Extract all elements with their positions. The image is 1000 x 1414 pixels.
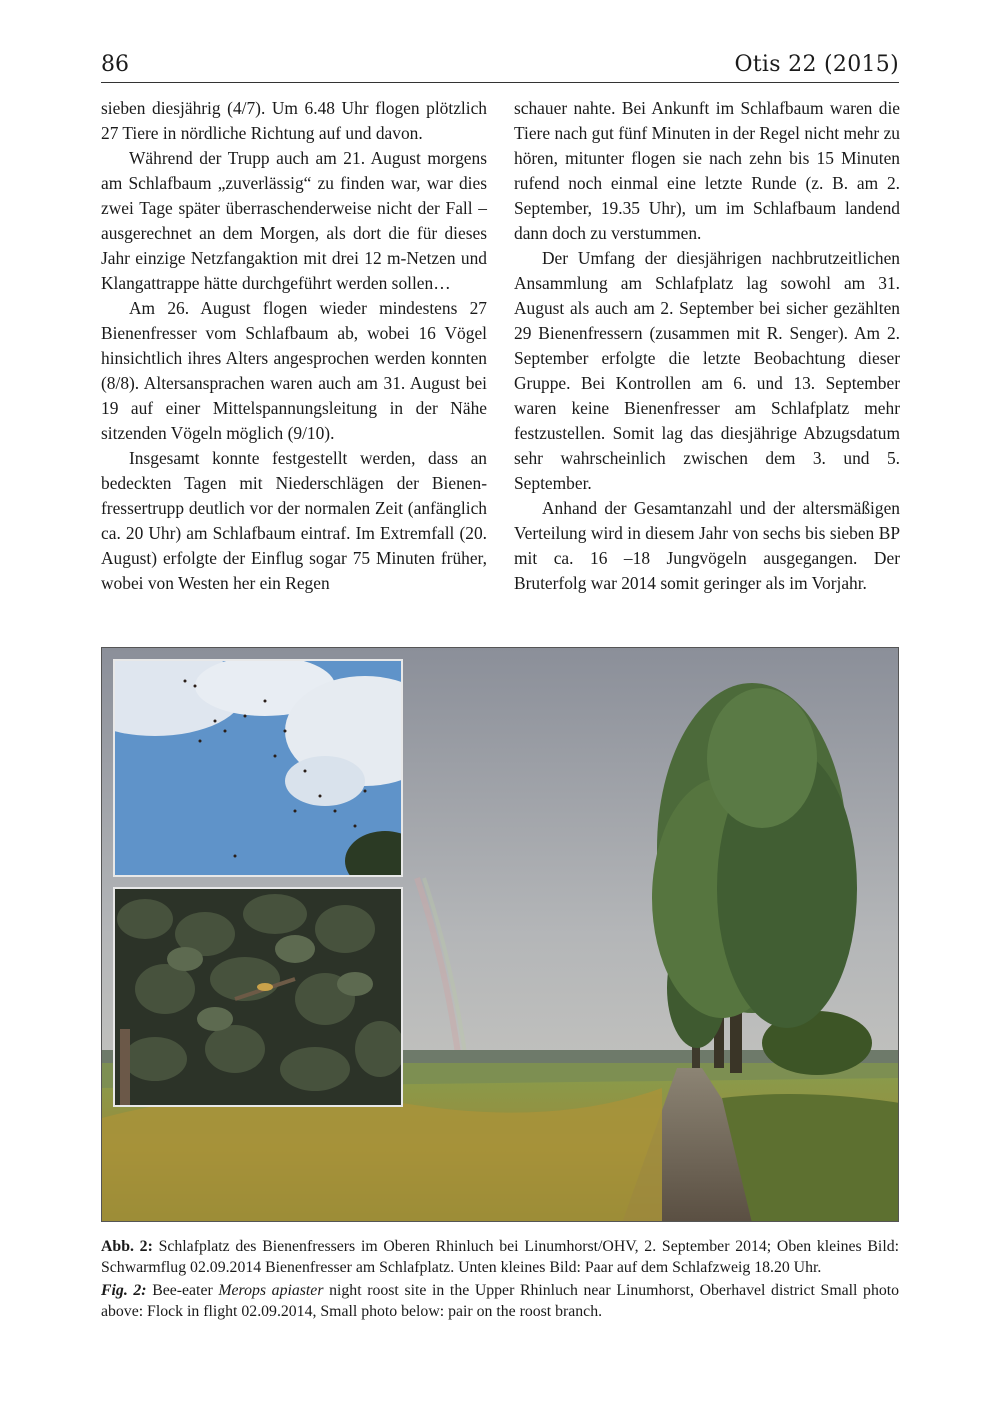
species-name: Merops apiaster xyxy=(218,1282,324,1299)
roost-site-photo xyxy=(101,647,899,1222)
flock-inset-photo xyxy=(113,659,403,877)
caption-english xyxy=(101,1280,899,1322)
caption-german xyxy=(101,1236,899,1278)
sky-with-bee-eaters xyxy=(115,661,401,875)
caption-label-de: Abb. 2: xyxy=(101,1238,153,1255)
paragraph: Während der Trupp auch am 21. August morgens am Schlafbaum „zuverlässig“ zu finden war, war dies zwei Tage später überraschenderweise nicht der Fall – ausgerechnet an dem Morgen, als dort die für dieses Jahr einzige Netzfangaktion mit drei 12 m-Netzen und Klangattrappe hätte durchgeführt werden sollen… xyxy=(101,148,487,293)
left-text-column xyxy=(101,96,487,596)
paragraph: Der Umfang der diesjährigen nachbrutzeitlichen Ansammlung am Schlafplatz lag sowohl am 31. August als auch am 2. September bei sicher gezählten 29 Bienenfressern (zusammen mit R. Senger). Am 2. September erfolgte die letzte Beobachtung dieser Gruppe. Bei Kontrollen am 6. und 13. September waren keine Bienenfresser am Schlafplatz mehr festzustellen. Somit lag das diesjährige Abzugsdatum sehr wahrscheinlich zwischen dem 3. und 5. September. xyxy=(514,248,900,493)
caption-label-en: Fig. 2: xyxy=(101,1282,147,1299)
figure-caption xyxy=(101,1236,899,1324)
paragraph: Am 26. August flogen wieder mindestens 27 Bienenfresser vom Schlafbaum ab, wobei 16 Vögel hinsichtlich ihres Alters angesprochen werden konnten (8/8). Altersansprachen waren auch am 31. August bei 19 auf einer Mittelspannungsleitung in der Nähe sitzenden Vögeln möglich (9/10). xyxy=(101,298,487,443)
caption-text-de: Schlafplatz des Bienenfressers im Oberen Rhinluch bei Linumhorst/OHV, 2. September 2014; Oben kleines Bild: Schwarmflug 02.09.2014 Bienenfresser am Schlafplatz. Unten kleines Bild: Paar auf dem Schlafzweig 18.20 Uhr. xyxy=(101,1238,899,1276)
journal-title: Otis 22 (2015) xyxy=(734,52,899,77)
paragraph: Anhand der Gesamtanzahl und der altersmäßigen Verteilung wird in diesem Jahr von sechs bis sieben BP mit ca. 16 –18 Jungvögeln ausgegangen. Der Bruterfolg war 2014 somit geringer als im Vorjahr. xyxy=(514,498,900,593)
pair-inset-photo xyxy=(113,887,403,1107)
page-header xyxy=(101,50,899,83)
page-number: 86 xyxy=(101,52,129,77)
caption-text-en: night roost site in the Upper Rhinluch near Linumhorst, Oberhavel district Small photo above: Flock in flight 02.09.2014, Small photo below: pair on the roost branch. xyxy=(101,1282,900,1320)
paragraph: sieben diesjährig (4/7). Um 6.48 Uhr flogen plötzlich 27 Tiere in nördliche Richtung auf und davon. xyxy=(101,98,487,143)
leaves-with-bee-eater-pair xyxy=(115,889,401,1105)
caption-text-en-pre: Bee-eater xyxy=(152,1282,213,1299)
paragraph: Insgesamt konnte festgestellt werden, dass an bedeckten Tagen mit Niederschlägen der Bienenfressertrupp deutlich vor der normalen Zeit (anfänglich ca. 20 Uhr) am Schlafbaum eintraf. Im Extremfall (20. August) erfolgte der Einflug sogar 75 Minuten früher, wobei von Westen her ein Regen xyxy=(101,448,487,593)
paragraph: schauer nahte. Bei Ankunft im Schlafbaum waren die Tiere nach gut fünf Minuten in der Regel nicht mehr zu hören, mitunter flogen sie nach zehn bis 15 Minuten rufend noch einmal eine letzte Runde (z. B. am 2. September, 19.35 Uhr), um im Schlafbaum landend dann doch zu verstummen. xyxy=(514,98,900,243)
right-text-column xyxy=(514,96,900,596)
